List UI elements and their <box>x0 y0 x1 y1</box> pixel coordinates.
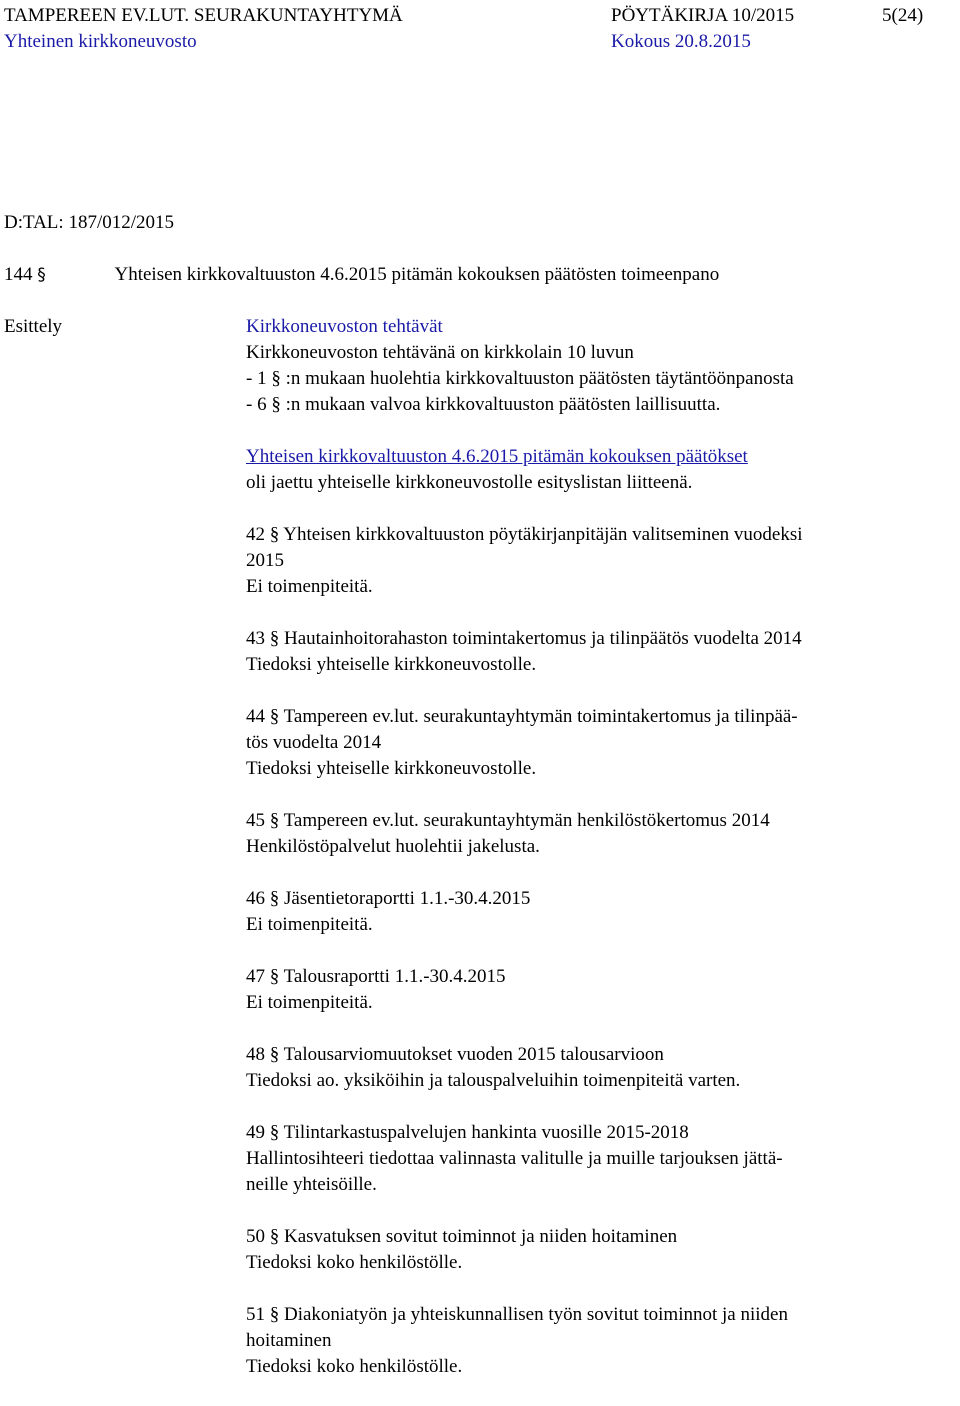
item-title: 51 § Diakoniatyön ja yhteiskunnallisen työn sovitut toiminnot ja niiden <box>246 1304 788 1325</box>
item-title: 43 § Hautainhoitorahaston toimintakertomus ja tilinpäätös vuodelta 2014 <box>246 628 802 649</box>
item-line: hoitaminen <box>246 1330 332 1351</box>
document-body <box>246 314 936 1406</box>
item-title: 42 § Yhteisen kirkkovaltuuston pöytäkirjanpitäjän valitseminen vuodeksi <box>246 524 803 545</box>
decisions-note: oli jaettu yhteiselle kirkkoneuvostolle esityslistan liitteenä. <box>246 472 693 493</box>
agenda-item-49 <box>246 1120 936 1198</box>
item-line: Tiedoksi koko henkilöstölle. <box>246 1252 463 1273</box>
agenda-item-45 <box>246 808 936 860</box>
item-title: 50 § Kasvatuksen sovitut toiminnot ja niiden hoitaminen <box>246 1226 678 1247</box>
item-line: neille yhteisöille. <box>246 1174 377 1195</box>
diary-number: D:TAL: 187/012/2015 <box>4 212 174 233</box>
item-line: Tiedoksi yhteiselle kirkkoneuvostolle. <box>246 758 537 779</box>
tasks-line: - 6 § :n mukaan valvoa kirkkovaltuuston päätösten laillisuutta. <box>246 394 721 415</box>
item-title: 47 § Talousraportti 1.1.-30.4.2015 <box>246 966 506 987</box>
agenda-item-44 <box>246 704 936 782</box>
agenda-item-48 <box>246 1042 936 1094</box>
header-meeting-date: Kokous 20.8.2015 <box>611 31 751 52</box>
agenda-item-42 <box>246 522 936 600</box>
item-line: Tiedoksi yhteiselle kirkkoneuvostolle. <box>246 654 537 675</box>
item-line: Ei toimenpiteitä. <box>246 992 373 1013</box>
decisions-link[interactable]: Yhteisen kirkkovaltuuston 4.6.2015 pitämän kokouksen päätökset <box>246 446 748 467</box>
tasks-line: Kirkkoneuvoston tehtävänä on kirkkolain 10 luvun <box>246 342 634 363</box>
item-title: 44 § Tampereen ev.lut. seurakuntayhtymän toimintakertomus ja tilinpää- <box>246 706 798 727</box>
item-title: 46 § Jäsentietoraportti 1.1.-30.4.2015 <box>246 888 531 909</box>
item-title: 45 § Tampereen ev.lut. seurakuntayhtymän henkilöstökertomus 2014 <box>246 810 770 831</box>
item-title: 49 § Tilintarkastuspalvelujen hankinta vuosille 2015-2018 <box>246 1122 689 1143</box>
item-line: Henkilöstöpalvelut huolehtii jakelusta. <box>246 836 540 857</box>
item-line: Ei toimenpiteitä. <box>246 914 373 935</box>
header-doc-title: PÖYTÄKIRJA 10/2015 <box>611 5 795 26</box>
item-title: 48 § Talousarviomuutokset vuoden 2015 talousarvioon <box>246 1044 664 1065</box>
agenda-item-46 <box>246 886 936 938</box>
header-page-number: 5(24) <box>882 5 924 26</box>
agenda-item-43 <box>246 626 936 678</box>
item-line: 2015 <box>246 550 284 571</box>
item-line: Ei toimenpiteitä. <box>246 576 373 597</box>
agenda-item-47 <box>246 964 936 1016</box>
item-line: Tiedoksi koko henkilöstölle. <box>246 1356 463 1377</box>
tasks-heading: Kirkkoneuvoston tehtävät <box>246 316 443 337</box>
esittely-label: Esittely <box>4 316 63 337</box>
header-body-name: Yhteinen kirkkoneuvosto <box>4 31 197 52</box>
item-line: Tiedoksi ao. yksiköihin ja talouspalveluihin toimenpiteitä varten. <box>246 1070 741 1091</box>
tasks-line: - 1 § :n mukaan huolehtia kirkkovaltuuston päätösten täytäntöönpanosta <box>246 368 794 389</box>
agenda-item-50 <box>246 1224 936 1276</box>
decisions-block <box>246 444 936 496</box>
item-line: Hallintosihteeri tiedottaa valinnasta valitulle ja muille tarjouksen jättä- <box>246 1148 783 1169</box>
section-title: Yhteisen kirkkovaltuuston 4.6.2015 pitämän kokouksen päätösten toimeenpano <box>114 264 720 285</box>
item-line: tös vuodelta 2014 <box>246 732 382 753</box>
section-symbol: § <box>37 265 46 285</box>
tasks-block <box>246 314 936 418</box>
agenda-item-51 <box>246 1302 936 1380</box>
header-org: TAMPEREEN EV.LUT. SEURAKUNTAYHTYMÄ <box>4 5 403 26</box>
section-number: 144 <box>4 264 33 285</box>
section-heading <box>4 262 719 288</box>
